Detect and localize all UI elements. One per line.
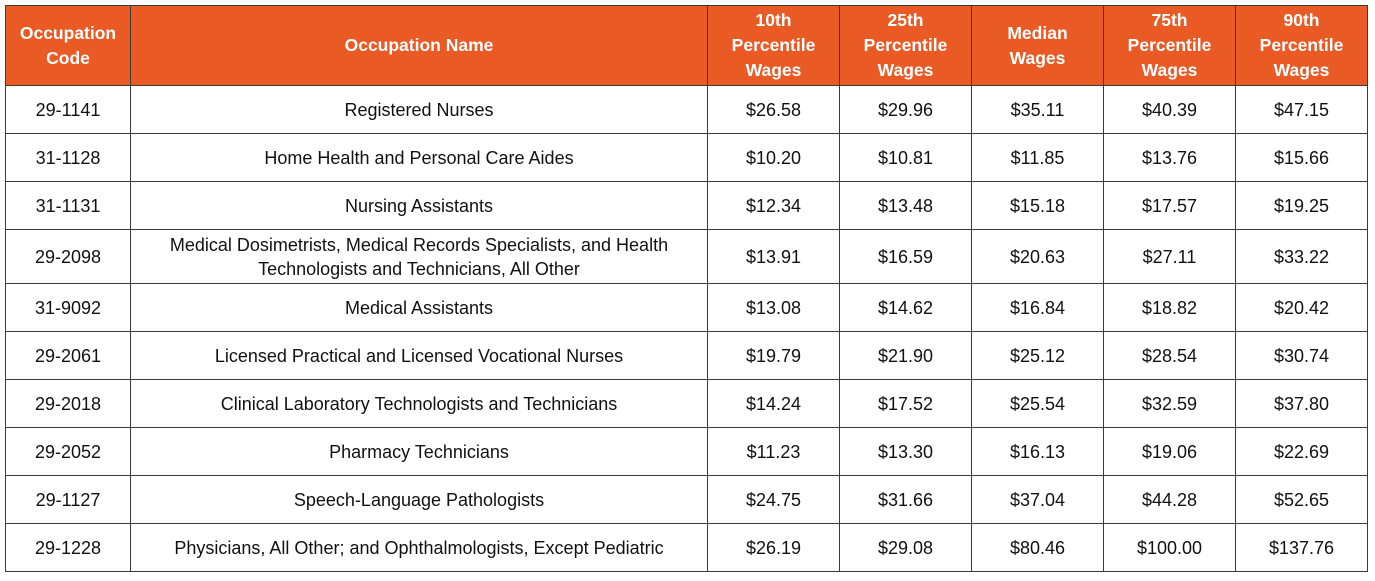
- header-occupation-name: [131, 6, 708, 86]
- table-row: [6, 86, 1368, 134]
- header-line: Percentile: [731, 35, 816, 55]
- header-90th-percentile: [1236, 6, 1368, 86]
- cell-90th-percentile: $137.76: [1236, 524, 1368, 572]
- cell-10th-percentile: $13.91: [708, 230, 840, 284]
- cell-occupation-name: [131, 332, 708, 380]
- cell-median: $25.54: [972, 380, 1104, 428]
- cell-median: $35.11: [972, 86, 1104, 134]
- header-median-wages: [972, 6, 1104, 86]
- cell-occupation-code: 29-2061: [6, 332, 131, 380]
- header-line: Percentile: [1259, 35, 1344, 55]
- table-row: [6, 134, 1368, 182]
- cell-median: $25.12: [972, 332, 1104, 380]
- header-line: 90th: [1283, 10, 1320, 30]
- cell-10th-percentile: $12.34: [708, 182, 840, 230]
- table-row: [6, 524, 1368, 572]
- cell-occupation-code: 29-2052: [6, 428, 131, 476]
- cell-median: $80.46: [972, 524, 1104, 572]
- cell-occupation-code: 29-1127: [6, 476, 131, 524]
- cell-75th-percentile: $19.06: [1104, 428, 1236, 476]
- cell-occupation-code: 29-1141: [6, 86, 131, 134]
- cell-median: $16.84: [972, 284, 1104, 332]
- cell-90th-percentile: $15.66: [1236, 134, 1368, 182]
- table-row: [6, 230, 1368, 284]
- table-row: [6, 476, 1368, 524]
- table-row: [6, 332, 1368, 380]
- header-line: Occupation: [19, 22, 117, 43]
- cell-75th-percentile: $40.39: [1104, 86, 1236, 134]
- name-line: Technologists and Technicians, All Other: [258, 258, 580, 279]
- cell-occupation-code: 29-1228: [6, 524, 131, 572]
- name-line: Physicians, All Other; and Ophthalmologists, Except Pediatric: [174, 537, 664, 558]
- cell-10th-percentile: $24.75: [708, 476, 840, 524]
- cell-10th-percentile: $13.08: [708, 284, 840, 332]
- cell-occupation-name: [131, 86, 708, 134]
- cell-occupation-name: [131, 284, 708, 332]
- cell-occupation-code: 31-9092: [6, 284, 131, 332]
- cell-occupation-code: 31-1131: [6, 182, 131, 230]
- cell-median: $15.18: [972, 182, 1104, 230]
- header-line: Wages: [877, 60, 934, 80]
- name-line: Speech-Language Pathologists: [293, 489, 545, 510]
- table-row: [6, 284, 1368, 332]
- header-25th-percentile: [840, 6, 972, 86]
- cell-90th-percentile: $33.22: [1236, 230, 1368, 284]
- wages-table-container: [5, 5, 1367, 572]
- cell-occupation-code: 29-2018: [6, 380, 131, 428]
- cell-90th-percentile: $37.80: [1236, 380, 1368, 428]
- cell-25th-percentile: $16.59: [840, 230, 972, 284]
- cell-90th-percentile: $20.42: [1236, 284, 1368, 332]
- cell-10th-percentile: $10.20: [708, 134, 840, 182]
- header-line: Wages: [1273, 60, 1330, 80]
- cell-occupation-name: [131, 380, 708, 428]
- header-line: Median: [1007, 22, 1068, 43]
- header-row: [6, 6, 1368, 86]
- wages-table: [5, 5, 1368, 572]
- cell-10th-percentile: $19.79: [708, 332, 840, 380]
- table-row: [6, 182, 1368, 230]
- header-line: Percentile: [1127, 35, 1212, 55]
- cell-10th-percentile: $26.58: [708, 86, 840, 134]
- cell-10th-percentile: $26.19: [708, 524, 840, 572]
- cell-90th-percentile: $52.65: [1236, 476, 1368, 524]
- cell-25th-percentile: $21.90: [840, 332, 972, 380]
- cell-75th-percentile: $27.11: [1104, 230, 1236, 284]
- cell-75th-percentile: $17.57: [1104, 182, 1236, 230]
- cell-90th-percentile: $22.69: [1236, 428, 1368, 476]
- cell-median: $37.04: [972, 476, 1104, 524]
- cell-occupation-name: [131, 428, 708, 476]
- header-line: Wages: [1009, 47, 1066, 68]
- cell-median: $11.85: [972, 134, 1104, 182]
- cell-occupation-name: [131, 230, 708, 284]
- cell-occupation-name: [131, 134, 708, 182]
- name-line: Pharmacy Technicians: [329, 441, 509, 462]
- cell-90th-percentile: $30.74: [1236, 332, 1368, 380]
- cell-median: $20.63: [972, 230, 1104, 284]
- cell-25th-percentile: $29.08: [840, 524, 972, 572]
- cell-10th-percentile: $14.24: [708, 380, 840, 428]
- cell-occupation-name: [131, 476, 708, 524]
- cell-occupation-name: [131, 524, 708, 572]
- cell-90th-percentile: $19.25: [1236, 182, 1368, 230]
- header-line: 25th: [887, 10, 924, 30]
- cell-90th-percentile: $47.15: [1236, 86, 1368, 134]
- name-line: Medical Assistants: [344, 297, 494, 318]
- cell-75th-percentile: $28.54: [1104, 332, 1236, 380]
- header-75th-percentile: [1104, 6, 1236, 86]
- header-line: 75th: [1151, 10, 1188, 30]
- table-row: [6, 428, 1368, 476]
- cell-25th-percentile: $10.81: [840, 134, 972, 182]
- cell-10th-percentile: $11.23: [708, 428, 840, 476]
- cell-75th-percentile: $32.59: [1104, 380, 1236, 428]
- cell-75th-percentile: $44.28: [1104, 476, 1236, 524]
- cell-75th-percentile: $100.00: [1104, 524, 1236, 572]
- cell-25th-percentile: $17.52: [840, 380, 972, 428]
- cell-75th-percentile: $13.76: [1104, 134, 1236, 182]
- name-line: Home Health and Personal Care Aides: [264, 147, 574, 168]
- table-row: [6, 380, 1368, 428]
- header-line: Occupation Name: [344, 35, 494, 55]
- table-body: [6, 86, 1368, 572]
- cell-75th-percentile: $18.82: [1104, 284, 1236, 332]
- cell-25th-percentile: $13.30: [840, 428, 972, 476]
- cell-25th-percentile: $14.62: [840, 284, 972, 332]
- header-line: Percentile: [863, 35, 948, 55]
- header-line: Wages: [1141, 60, 1198, 80]
- cell-25th-percentile: $31.66: [840, 476, 972, 524]
- name-line: Medical Dosimetrists, Medical Records Specialists, and Health: [169, 234, 669, 255]
- cell-occupation-code: 31-1128: [6, 134, 131, 182]
- name-line: Licensed Practical and Licensed Vocational Nurses: [214, 345, 624, 366]
- header-line: 10th: [755, 10, 792, 30]
- cell-median: $16.13: [972, 428, 1104, 476]
- cell-occupation-code: 29-2098: [6, 230, 131, 284]
- header-occupation-code: [6, 6, 131, 86]
- name-line: Clinical Laboratory Technologists and Technicians: [220, 393, 618, 414]
- header-10th-percentile: [708, 6, 840, 86]
- cell-occupation-name: [131, 182, 708, 230]
- header-line: Code: [46, 47, 90, 68]
- header-line: Wages: [745, 60, 802, 80]
- cell-25th-percentile: $29.96: [840, 86, 972, 134]
- name-line: Nursing Assistants: [344, 195, 494, 216]
- name-line: Registered Nurses: [344, 99, 494, 120]
- cell-25th-percentile: $13.48: [840, 182, 972, 230]
